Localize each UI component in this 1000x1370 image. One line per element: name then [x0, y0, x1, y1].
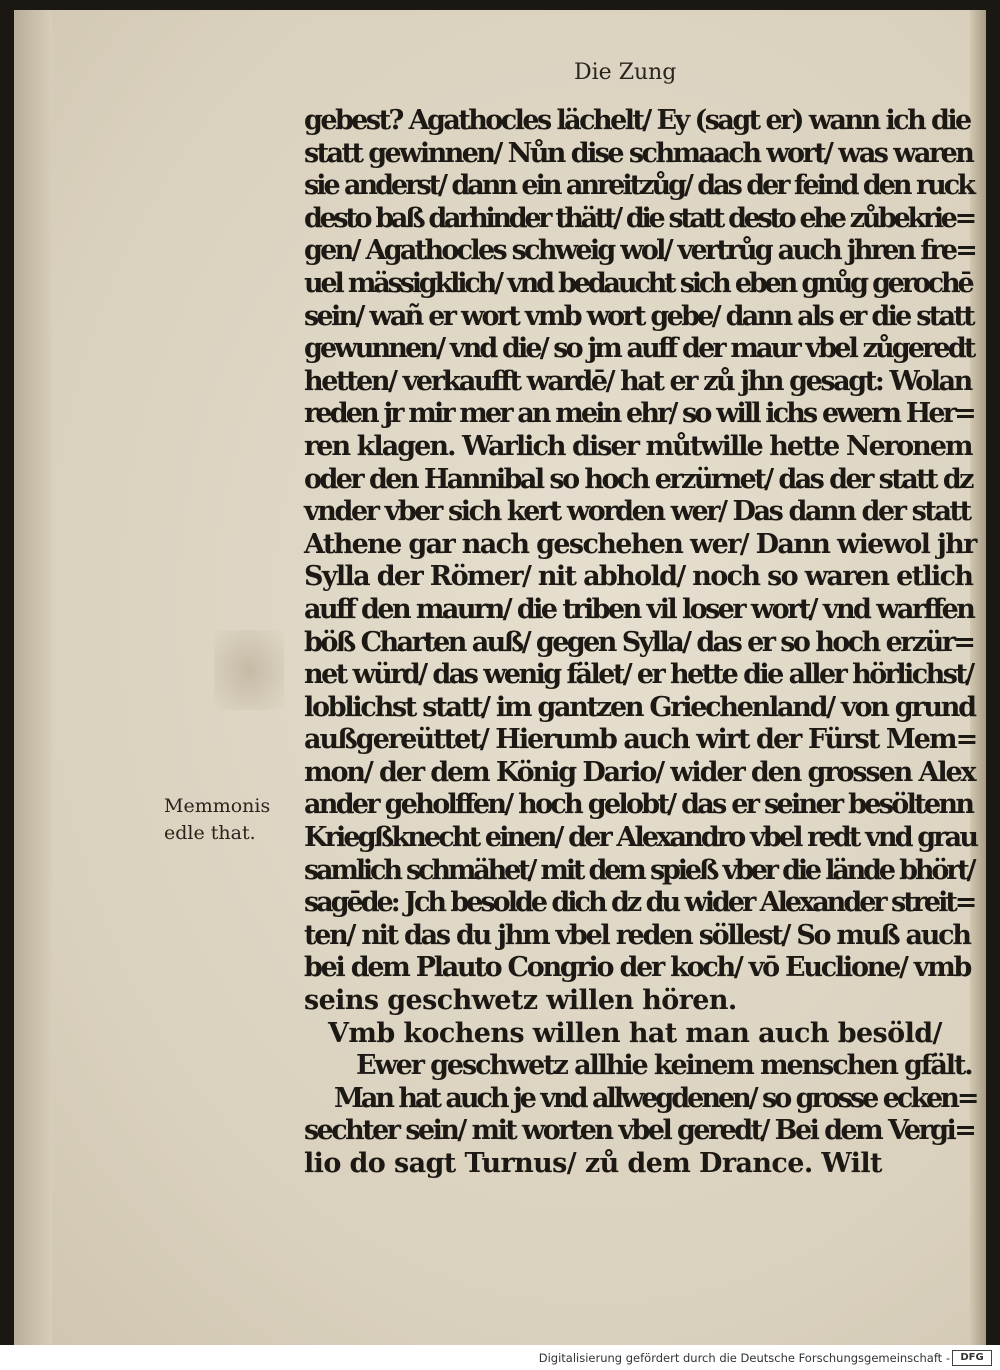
margin-note-line: edle that.: [164, 822, 256, 844]
text-line: Kriegßknecht einen/ der Alexandro vbel redt vnd grau: [304, 822, 977, 854]
text-line: ten/ nit das du jhm vbel reden söllest/ So muß auch: [304, 919, 970, 951]
text-line: böß Charten auß/ gegen Sylla/ das er so hoch erzür=: [304, 626, 974, 658]
text-line: Athene gar nach geschehen wer/ Dann wiewol jhr: [304, 528, 976, 560]
text-line: loblichst statt/ im gantzen Griechenland/ von grund: [304, 691, 975, 723]
text-line: mon/ der dem König Dario/ wider den grossen Alex: [304, 756, 975, 788]
text-line: ander geholffen/ hoch gelobt/ das er seiner besöltenn: [304, 789, 973, 821]
footer-bar: [0, 1345, 1000, 1370]
book-page: [14, 10, 986, 1345]
dfg-logo: DFG: [952, 1350, 992, 1366]
funding-notice: Digitalisierung gefördert durch die Deutsche Forschungsgemeinschaft -: [538, 1351, 950, 1365]
text-line: net würd/ das wenig fälet/ er hette die aller hörlichst/: [304, 659, 973, 691]
text-line: lio do sagt Turnus/ zů dem Drance. Wilt: [304, 1148, 882, 1179]
text-line: statt gewinnen/ Nůn dise schmaach wort/ was waren: [304, 137, 973, 169]
text-line: reden jr mir mer an mein ehr/ so will ichs ewern Her=: [304, 398, 974, 430]
text-line: sechter sein/ mit worten vbel geredt/ Bei dem Vergi=: [304, 1115, 975, 1147]
text-line: samlich schmähet/ mit dem spieß vber die lände bhört/: [304, 854, 974, 886]
text-line: seins geschwetz willen hören.: [304, 985, 737, 1017]
text-line: sagēde: Jch besolde dich dz du wider Alexander streit=: [304, 887, 975, 919]
text-line: vnder vber sich kert worden wer/ Das dann der statt: [304, 496, 970, 528]
verse-line: Vmb kochens willen hat man auch besöld/: [328, 1017, 942, 1049]
text-line: oder den Hannibal so hoch erzürnet/ das der statt dz: [304, 463, 972, 495]
text-line: bei dem Plauto Congrio der koch/ vō Euclione/ vmb: [304, 952, 971, 984]
page-gutter-shadow: [14, 10, 52, 1345]
text-line: sie anderst/ dann ein anreitzůg/ das der feind den ruck: [304, 170, 973, 202]
text-line: auff den maurn/ die triben vil loser wort/ vnd warffen: [304, 593, 974, 625]
text-line: Man hat auch je vnd allwegdenen/ so grosse ecken=: [334, 1082, 977, 1114]
text-line: desto baß darhinder thätt/ die statt desto ehe zůbekrie=: [304, 202, 974, 234]
margin-note: [164, 793, 270, 847]
text-line: ren klagen. Warlich diser můtwille hette Neronem: [304, 430, 972, 462]
verse-line: Ewer geschwetz allhie keinem menschen gfält.: [356, 1050, 972, 1082]
body-text: [304, 105, 977, 1181]
text-line: gebest? Agathocles lächelt/ Ey (sagt er) wann ich die: [304, 105, 970, 136]
text-line: Sylla der Römer/ nit abhold/ noch so waren etlich: [304, 561, 973, 593]
text-line: außgereüttet/ Hierumb auch wirt der Fürst Mem=: [304, 724, 977, 756]
running-head: Die Zung: [574, 60, 677, 85]
text-line: gen/ Agathocles schweig wol/ vertrůg auch jhren fre=: [304, 235, 976, 267]
margin-note-line: Memmonis: [164, 795, 271, 817]
text-line: hetten/ verkaufft wardē/ hat er zů jhn gesagt: Wolan: [304, 365, 971, 397]
bleed-through-mark: [214, 630, 284, 710]
text-line: sein/ wañ er wort vmb wort gebe/ dann als er die statt: [304, 300, 973, 332]
text-line: gewunnen/ vnd die/ so jm auff der maur vbel zůgeredt: [304, 333, 974, 365]
text-line: uel mässigklich/ vnd bedaucht sich eben gnůg gerochē: [304, 267, 972, 299]
